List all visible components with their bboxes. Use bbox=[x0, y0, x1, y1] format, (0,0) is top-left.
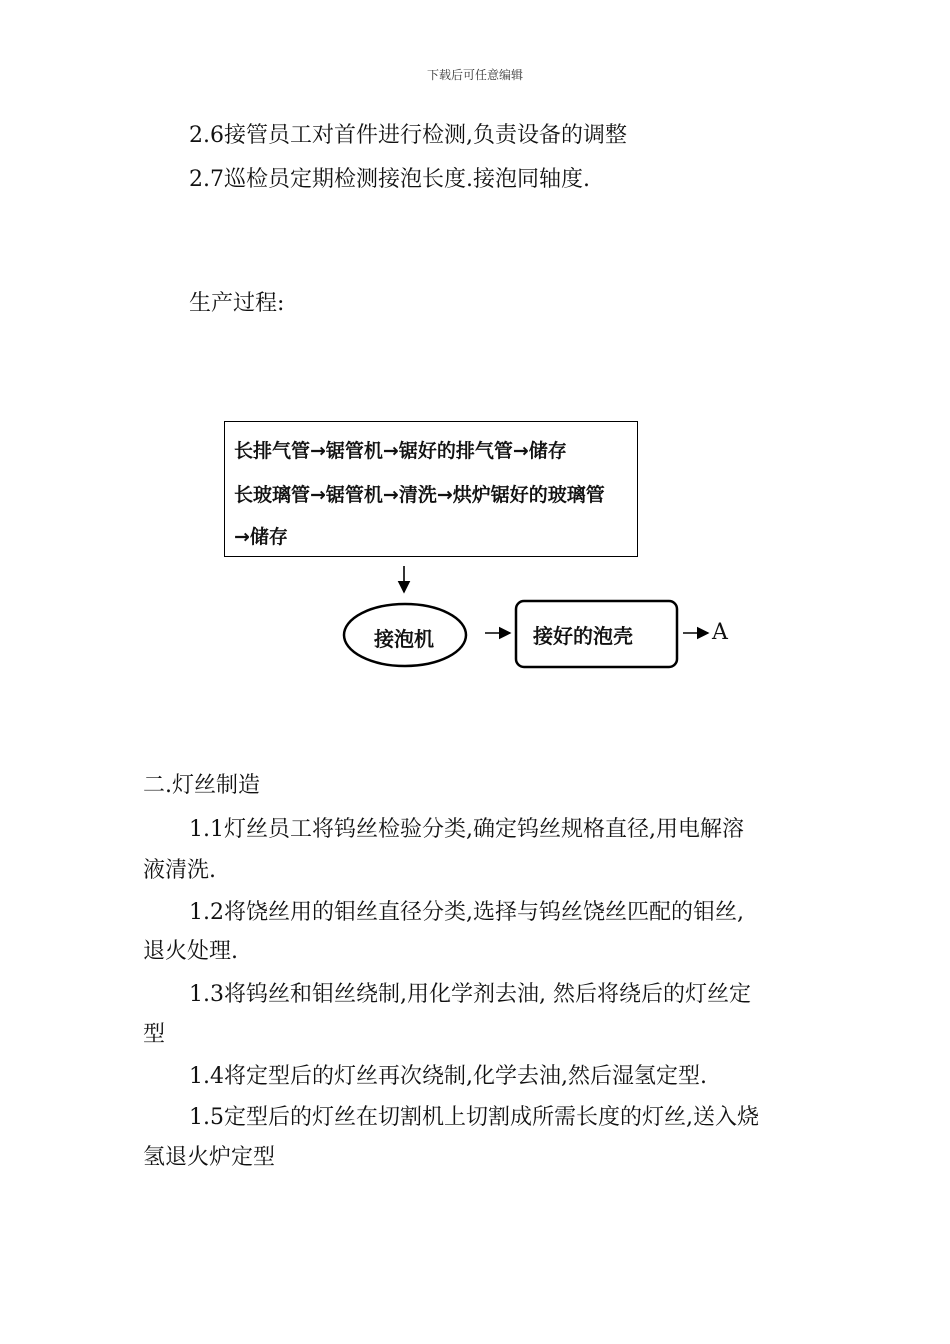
oval-node-label: 接泡机 bbox=[374, 627, 434, 651]
section-line: 1.1灯丝员工将钨丝检验分类,确定钨丝规格直径,用电解溶 bbox=[189, 817, 744, 842]
section-line: 1.4将定型后的灯丝再次绕制,化学去油,然后湿氢定型. bbox=[189, 1064, 707, 1089]
box-line-glass-tube: 长玻璃管→锯管机→清洗→烘炉锯好的玻璃管 bbox=[234, 484, 605, 506]
process-heading: 生产过程: bbox=[189, 291, 285, 316]
box-line-store: →储存 bbox=[234, 526, 288, 548]
section-line: 1.5定型后的灯丝在切割机上切割成所需长度的灯丝,送入烧 bbox=[189, 1105, 759, 1130]
rect-node-label: 接好的泡壳 bbox=[533, 624, 633, 648]
section-line: 1.3将钨丝和钼丝绕制,用化学剂去油, 然后将绕后的灯丝定 bbox=[189, 982, 751, 1007]
page-header: 下载后可任意编辑 bbox=[426, 68, 523, 82]
section-line: 型 bbox=[143, 1022, 166, 1047]
section-title: 二.灯丝制造 bbox=[143, 773, 260, 798]
section-line: 氢退火炉定型 bbox=[143, 1145, 276, 1170]
box-line-exhaust-tube: 长排气管→锯管机→锯好的排气管→储存 bbox=[234, 440, 567, 462]
text-line-2-6: 2.6接管员工对首件进行检测,负责设备的调整 bbox=[189, 123, 627, 148]
end-label: A bbox=[712, 620, 728, 645]
section-line: 1.2将饶丝用的钼丝直径分类,选择与钨丝饶丝匹配的钼丝, bbox=[189, 900, 744, 925]
section-line: 液清洗. bbox=[143, 858, 216, 883]
section-line: 退火处理. bbox=[143, 939, 238, 964]
text-line-2-7: 2.7巡检员定期检测接泡长度.接泡同轴度. bbox=[189, 167, 590, 192]
